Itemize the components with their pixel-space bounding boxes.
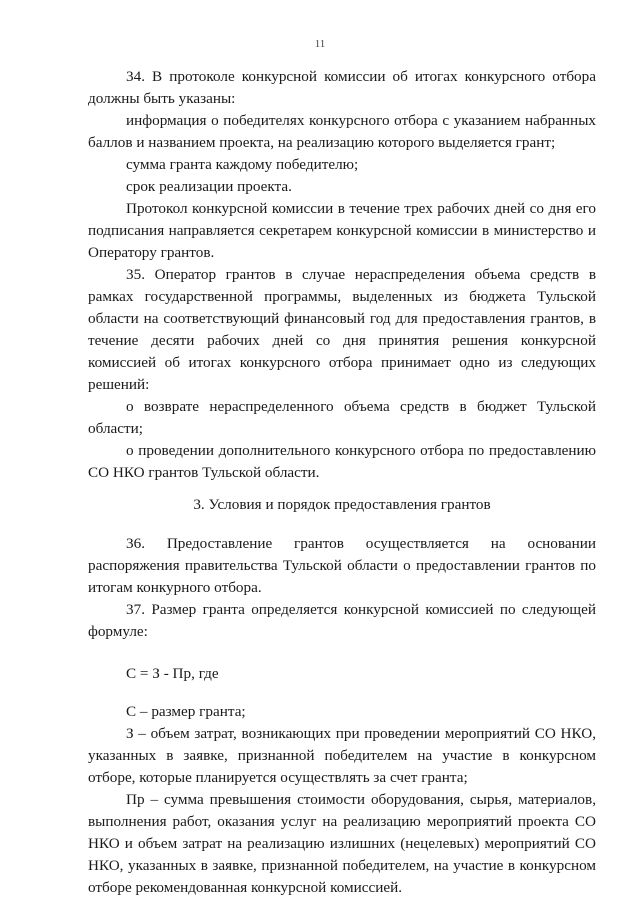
paragraph-35-item-return: о возврате нераспределенного объема средств в бюджет Тульской области; <box>88 398 596 437</box>
definition-z: З – объем затрат, возникающих при проведении мероприятий СО НКО, указанных в заявке, признанной победителем на участие в конкурсном отборе, которые планируется осуществлять за счет гранта; <box>88 725 596 786</box>
paragraph-34: 34. В протоколе конкурсной комиссии об итогах конкурсного отбора должны быть указаны: <box>88 68 596 107</box>
page-number: 11 <box>314 38 326 50</box>
document-body <box>88 66 596 899</box>
paragraph-37: 37. Размер гранта определяется конкурсной комиссией по следующей формуле: <box>88 601 596 640</box>
paragraph-34-item-term: срок реализации проекта. <box>126 178 292 195</box>
paragraph-36: 36. Предоставление грантов осуществляется на основании распоряжения правительства Тульской области о предоставлении грантов по итогам конкурного отбора. <box>88 535 596 596</box>
paragraph-34-protocol: Протокол конкурсной комиссии в течение трех рабочих дней со дня его подписания направляется секретарем конкурсной комиссии в министерство и Оператору грантов. <box>88 200 596 261</box>
formula: С = З - Пр, где <box>126 665 219 682</box>
definition-pr: Пр – сумма превышения стоимости оборудования, сырья, материалов, выполнения работ, оказания услуг на реализацию мероприятий проекта СО НКО и объем затрат на реализацию излишних (нецелевых) мероприятий СО НКО, указанных в заявке, признанной победителем, на участие в конкурсном отборе рекомендованная конкурсной комиссией. <box>88 791 596 896</box>
paragraph-35: 35. Оператор грантов в случае нераспределения объема средств в рамках государственной программы, выделенных из бюджета Тульской области на соответствующий финансовый год для предоставления грантов, в течение десяти рабочих дней со дня принятия решения конкурсной комиссией об итогах конкурсного отбора принимает одно из следующих решений: <box>88 266 596 393</box>
paragraph-35-item-additional: о проведении дополнительного конкурсного отбора по предоставлению СО НКО грантов Тульской области. <box>88 442 596 481</box>
definition-c: С – размер гранта; <box>126 703 246 720</box>
paragraph-34-item-amount: сумма гранта каждому победителю; <box>126 156 359 173</box>
section-heading: 3. Условия и порядок предоставления грантов <box>193 496 491 513</box>
paragraph-34-item-winners: информация о победителях конкурсного отбора с указанием набранных баллов и названием проекта, на реализацию которого выделяется грант; <box>88 112 596 151</box>
